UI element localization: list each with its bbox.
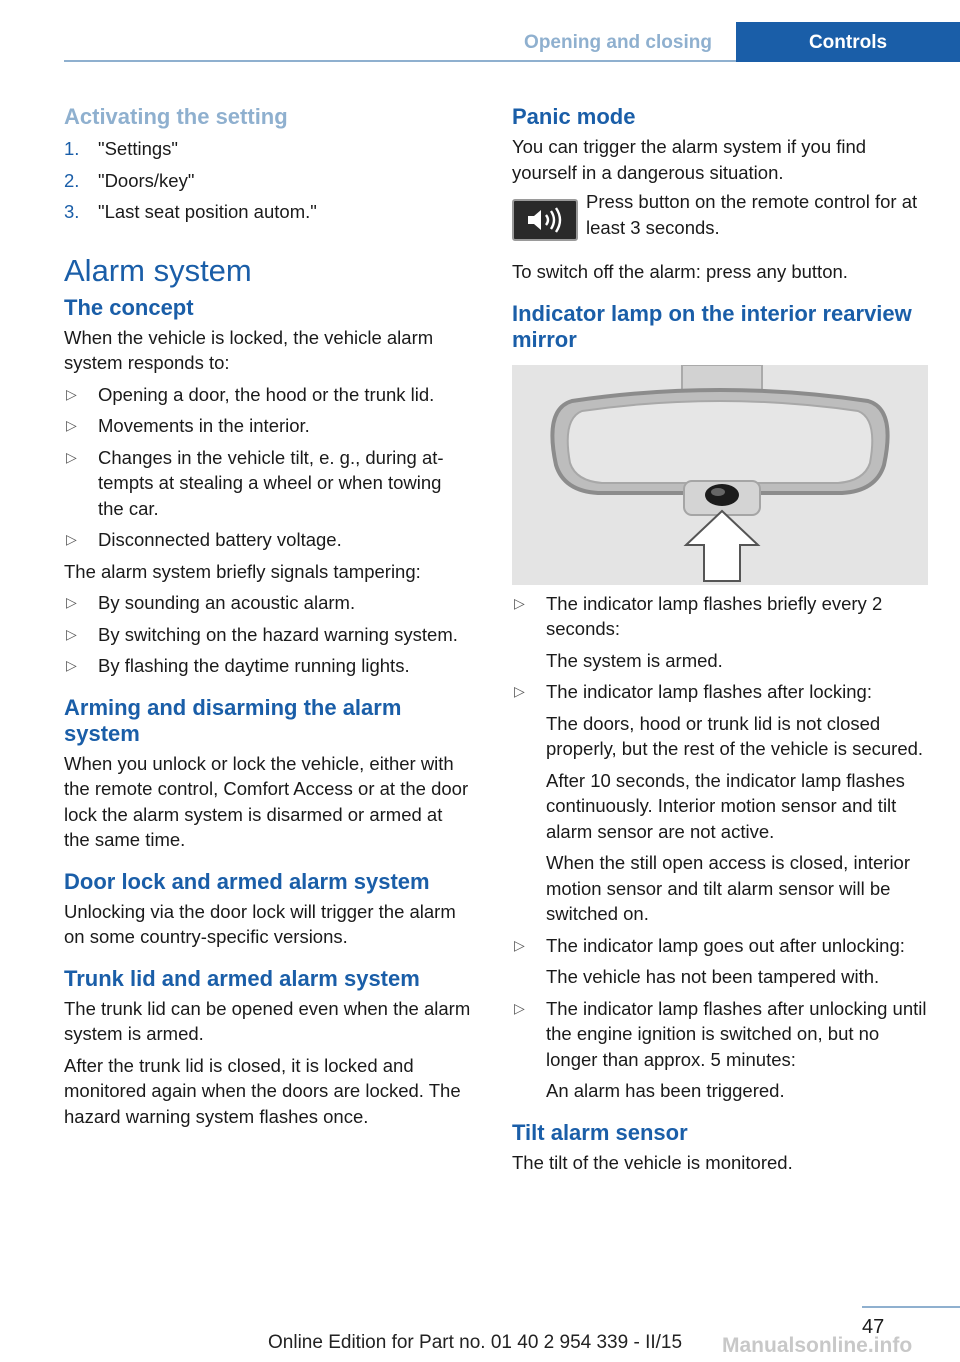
panic-title: Panic mode — [512, 104, 636, 129]
list-item: ▷ By flashing the daytime running lights. — [64, 653, 472, 679]
right-column — [512, 100, 928, 1175]
list-item: ▷ By switching on the hazard warning system. — [64, 622, 472, 648]
triangle-bullet-icon: ▷ — [66, 448, 77, 465]
list-item: ▷ The indicator lamp flashes after locking: The doors, hood or trunk lid is not closed properly, but the rest of the vehicle is secured. After 10 seconds, the indicator lamp flashes continuously. Interior motion sensor and tilt alarm sensor are not active. When the still open access is closed, interior motion sensor and tilt alarm sensor will be switched on. — [514, 681, 924, 924]
mirror-illustration — [512, 365, 928, 585]
trunk-title: Trunk lid and armed alarm system — [64, 965, 420, 991]
header-chapter-tab: Controls — [736, 22, 960, 62]
signals-list — [64, 590, 472, 679]
activating-title: Activating the setting — [64, 104, 288, 129]
alarm-title: Alarm system — [64, 252, 252, 288]
list-item: 2. "Doors/key" — [64, 169, 195, 191]
arming-text: When you unlock or lock the vehicle, either with the remote control, Comfort Access or at the door lock the alarm system is disarmed or armed at the same time. — [64, 752, 469, 850]
concept-list — [64, 382, 472, 553]
panic-off-text: To switch off the alarm: press any button. — [512, 261, 848, 282]
triangle-bullet-icon: ▷ — [66, 385, 77, 402]
panic-button-text: Press button on the remote control for at least 3 seconds. — [586, 191, 918, 238]
watermark: Manualsonline.info — [722, 1334, 913, 1357]
list-item: ▷ Opening a door, the hood or the trunk lid. — [64, 382, 472, 408]
triangle-bullet-icon: ▷ — [66, 625, 77, 642]
triangle-bullet-icon: ▷ — [514, 683, 525, 699]
triangle-bullet-icon: ▷ — [66, 417, 77, 433]
concept-intro: When the vehicle is locked, the vehicle alarm system responds to: — [64, 326, 434, 373]
indicator-list — [512, 591, 928, 1104]
triangle-bullet-icon: ▷ — [514, 594, 525, 611]
triangle-bullet-icon: ▷ — [66, 531, 77, 547]
triangle-bullet-icon: ▷ — [514, 936, 525, 953]
footer-rule — [862, 1306, 960, 1308]
doorlock-title: Door lock and armed alarm system — [64, 868, 430, 894]
signals-intro: The alarm system briefly signals tampering: — [64, 560, 421, 582]
list-item: 3. "Last seat position autom." — [64, 201, 317, 222]
list-item: ▷ The indicator lamp goes out after unlocking: The vehicle has not been tampered with. — [514, 934, 905, 987]
speaker-icon — [512, 199, 578, 241]
list-item: 1. "Settings" — [64, 138, 178, 159]
list-item: ▷ The indicator lamp flashes after unlocking until the engine ignition is switched on, but no longer than approx. 5 minutes: An alarm has been triggered. — [514, 997, 927, 1101]
list-item: ▷ Changes in the vehicle tilt, e. g., during attempts at stealing a wheel or when towing the car. — [66, 446, 444, 519]
panic-intro: You can trigger the alarm system if you find yourself in a dangerous situation. — [512, 136, 867, 183]
tilt-title: Tilt alarm sensor — [512, 1119, 688, 1145]
edition-footer: Online Edition for Part no. 01 40 2 954 339 - II/15 — [268, 1332, 683, 1353]
list-item: ▷ By sounding an acoustic alarm. — [64, 590, 472, 616]
indicator-title: Indicator lamp on the interior rearview mirror — [512, 300, 912, 352]
arming-title: Arming and disarming the alarm system — [64, 694, 402, 746]
triangle-bullet-icon: ▷ — [66, 594, 77, 610]
steps-list — [64, 136, 472, 225]
panic-button-note — [512, 191, 928, 253]
left-column — [64, 100, 472, 1129]
doorlock-text: Unlocking via the door lock will trigger the alarm on some country-specific versions. — [64, 900, 456, 947]
header-section: Opening and closing — [524, 32, 712, 53]
list-item: ▷ Movements in the interior. — [64, 413, 472, 439]
list-item: ▷ The indicator lamp flashes briefly every 2 seconds: The system is armed. — [514, 592, 883, 671]
tilt-text: The tilt of the vehicle is monitored. — [512, 1151, 793, 1173]
trunk-text-1: The trunk lid can be opened even when the alarm system is armed. — [64, 997, 471, 1044]
list-item: ▷ Disconnected battery voltage. — [64, 527, 472, 553]
trunk-text-2: After the trunk lid is closed, it is locked and monitored again when the doors are locked. The hazard warning system flashes once. — [64, 1054, 461, 1127]
triangle-bullet-icon: ▷ — [514, 999, 525, 1016]
triangle-bullet-icon: ▷ — [66, 657, 77, 673]
page-number: 47 — [862, 1316, 885, 1338]
concept-title: The concept — [64, 294, 194, 320]
